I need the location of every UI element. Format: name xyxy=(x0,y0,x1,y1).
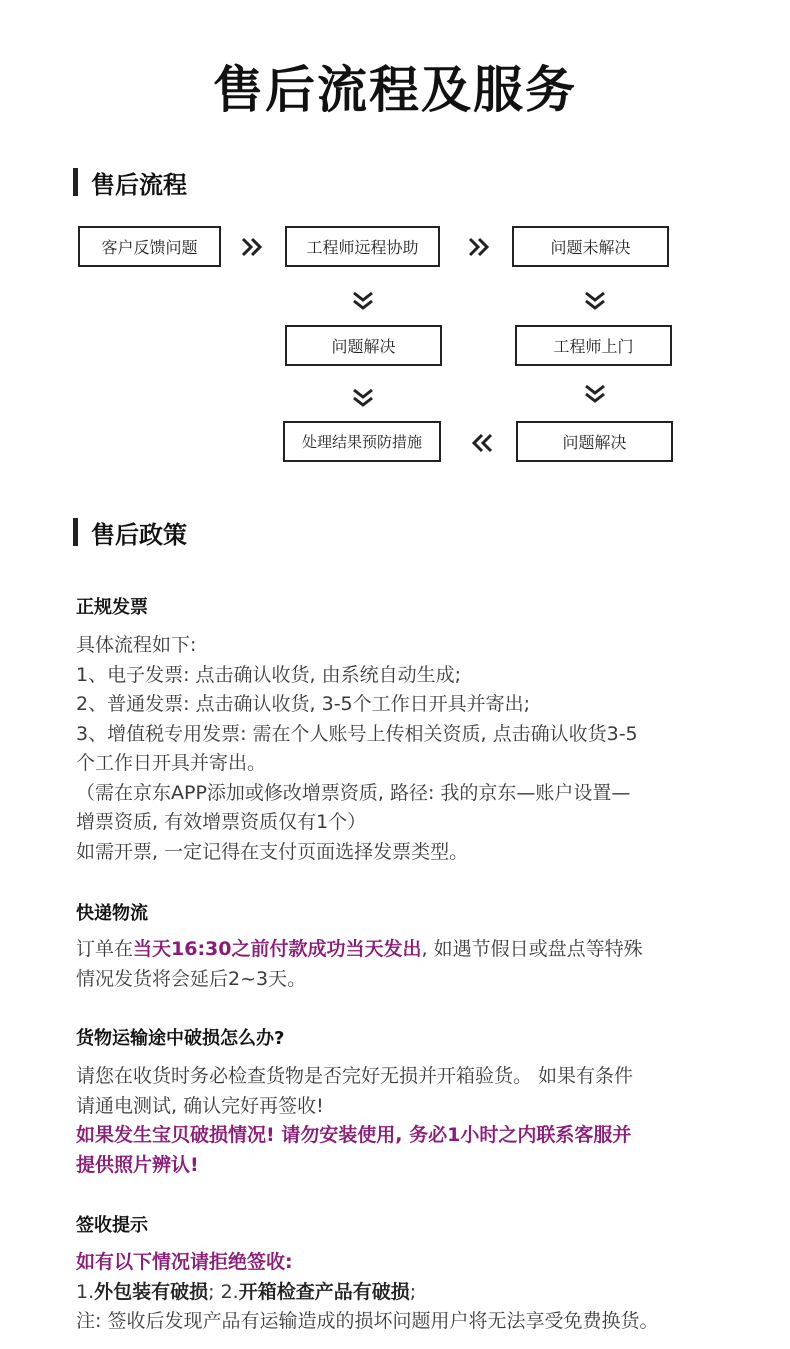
flow-step-onsite-engineer: 工程师上门 xyxy=(515,325,672,366)
double-chevron-down-icon xyxy=(351,290,375,312)
section-bar xyxy=(73,168,78,196)
logistics-suffix: , 如遇节假日或盘点等特殊 xyxy=(421,938,643,960)
damage-line: 请您在收货时务必检查货物是否完好无损并开箱验货。 如果有条件 xyxy=(76,1065,634,1087)
receipt-item-prefix: 1. xyxy=(76,1280,95,1303)
receipt-item-2: 开箱检查产品有破损 xyxy=(238,1280,410,1303)
invoice-body xyxy=(76,631,736,867)
double-chevron-left-icon xyxy=(470,432,494,454)
section-title-policy: 售后政策 xyxy=(91,520,187,549)
flow-step-customer-feedback: 客户反馈问题 xyxy=(78,226,221,267)
logistics-body xyxy=(76,935,736,994)
damage-warning: 提供照片辨认! xyxy=(76,1153,199,1176)
section-header-policy xyxy=(73,515,187,549)
page-title: 售后流程及服务 xyxy=(213,61,577,119)
invoice-line: 增票资质, 有效增票资质仅有1个） xyxy=(76,811,367,833)
receipt-item-1: 外包装有破损 xyxy=(94,1280,209,1303)
double-chevron-right-icon xyxy=(240,236,264,258)
damage-line: 请通电测试, 确认完好再签收! xyxy=(76,1094,324,1117)
flow-step-prevention: 处理结果预防措施 xyxy=(283,421,441,462)
receipt-warning: 如有以下情况请拒绝签收: xyxy=(76,1251,293,1273)
double-chevron-down-icon xyxy=(583,383,607,405)
damage-body xyxy=(76,1062,736,1180)
invoice-line: 1、电子发票: 点击确认收货, 由系统自动生成; xyxy=(76,663,462,686)
logistics-prefix: 订单在 xyxy=(76,938,134,960)
logistics-line: 情况发货将会延后2~3天。 xyxy=(76,967,307,990)
logistics-line xyxy=(76,935,736,965)
invoice-line: 3、增值税专用发票: 需在个人账号上传相关资质, 点击确认收货3-5 xyxy=(76,722,638,745)
section-bar xyxy=(73,518,78,546)
invoice-line: 如需开票, 一定记得在支付页面选择发票类型。 xyxy=(76,840,469,863)
invoice-line: 个工作日开具并寄出。 xyxy=(76,752,267,774)
section-title-process: 售后流程 xyxy=(91,170,187,199)
double-chevron-down-icon xyxy=(351,387,375,409)
receipt-items xyxy=(76,1278,736,1308)
invoice-line: 2、普通发票: 点击确认收货, 3-5个工作日开具并寄出; xyxy=(76,693,531,715)
flow-step-resolved-2: 问题解决 xyxy=(516,421,673,462)
receipt-sep: ; 2. xyxy=(208,1280,239,1303)
invoice-title: 正规发票 xyxy=(76,597,148,618)
flow-step-remote-assist: 工程师远程协助 xyxy=(285,226,440,267)
damage-warning: 如果发生宝贝破损情况! 请勿安装使用, 务必1小时之内联系客服并 xyxy=(76,1124,632,1146)
receipt-title: 签收提示 xyxy=(76,1215,148,1236)
invoice-line: 具体流程如下: xyxy=(76,634,197,656)
flow-step-unresolved: 问题未解决 xyxy=(512,226,669,267)
invoice-line: （需在京东APP添加或修改增票资质, 路径: 我的京东—账户设置— xyxy=(76,781,631,804)
receipt-note: 注: 签收后发现产品有运输造成的损坏问题用户将无法享受免费换货。 xyxy=(76,1310,659,1332)
double-chevron-down-icon xyxy=(583,290,607,312)
damage-title: 货物运输途中破损怎么办? xyxy=(76,1028,285,1049)
receipt-body xyxy=(76,1248,736,1337)
receipt-end: ; xyxy=(409,1280,417,1303)
flow-step-resolved: 问题解决 xyxy=(285,325,442,366)
logistics-title: 快递物流 xyxy=(76,903,148,924)
logistics-highlight: 当天16:30之前付款成功当天发出 xyxy=(133,938,422,960)
double-chevron-right-icon xyxy=(467,236,491,258)
section-header-process xyxy=(73,165,187,199)
